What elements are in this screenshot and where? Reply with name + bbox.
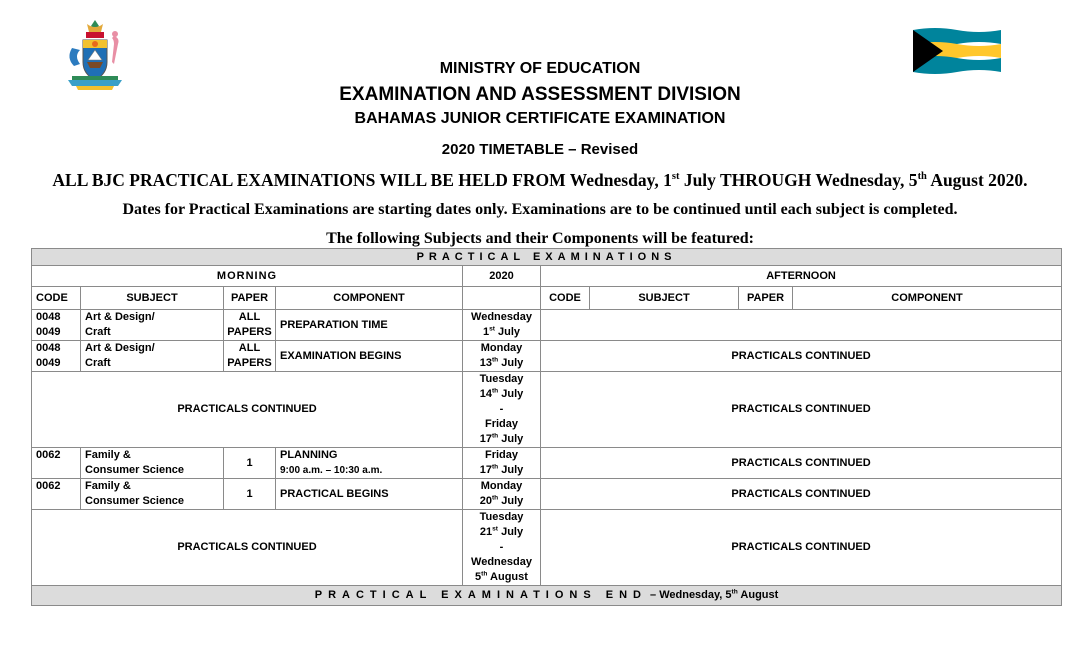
column-subject-afternoon: SUBJECT <box>590 287 739 310</box>
date-cell: Monday 13th July <box>463 341 541 372</box>
column-date <box>463 287 541 310</box>
component-cell: PREPARATION TIME <box>276 310 463 341</box>
ministry-heading: MINISTRY OF EDUCATION <box>439 60 641 77</box>
component-cell: PLANNING 9:00 a.m. – 10:30 a.m. <box>276 448 463 479</box>
column-component-afternoon: COMPONENT <box>793 287 1062 310</box>
subject-cell: Family & Consumer Science <box>81 479 224 510</box>
column-subject: SUBJECT <box>81 287 224 310</box>
code-cell: 0048 0049 <box>32 310 81 341</box>
column-component: COMPONENT <box>276 287 463 310</box>
division-heading: EXAMINATION AND ASSESSMENT DIVISION <box>339 84 741 105</box>
code-cell: 0048 0049 <box>32 341 81 372</box>
date-cell: Monday 20th July <box>463 479 541 510</box>
table-footer: PRACTICAL EXAMINATIONS END – Wednesday, 5th August <box>32 586 1062 606</box>
table-row <box>32 479 1062 510</box>
paper-cell: ALL PAPERS <box>224 310 276 341</box>
practical-exam-table <box>31 248 1062 606</box>
year-heading: 2020 <box>463 266 541 287</box>
afternoon-cell: PRACTICALS CONTINUED <box>541 479 1062 510</box>
date-cell: Wednesday 1st July <box>463 310 541 341</box>
paper-cell: ALL PAPERS <box>224 341 276 372</box>
column-paper-afternoon: PAPER <box>739 287 793 310</box>
timetable-heading: 2020 TIMETABLE – Revised <box>441 141 639 158</box>
table-row <box>32 341 1062 372</box>
subject-cell: Family & Consumer Science <box>81 448 224 479</box>
date-cell: Tuesday 14th July - Friday 17th July <box>463 372 541 448</box>
exam-period-notice: ALL BJC PRACTICAL EXAMINATIONS WILL BE HELD FROM Wednesday, 1st July THROUGH Wednesday, 5th August 2020. <box>52 170 1028 190</box>
code-cell: 0062 <box>32 479 81 510</box>
component-cell: EXAMINATION BEGINS <box>276 341 463 372</box>
dates-note: Dates for Practical Examinations are starting dates only. Examinations are to be continued until each subject is completed. <box>122 201 958 218</box>
table-row <box>32 510 1062 586</box>
component-cell: PRACTICAL BEGINS <box>276 479 463 510</box>
date-cell: Tuesday 21st July - Wednesday 5th August <box>463 510 541 586</box>
coat-of-arms-icon <box>62 18 128 92</box>
afternoon-cell <box>541 310 1062 341</box>
date-cell: Friday 17th July <box>463 448 541 479</box>
afternoon-cell: PRACTICALS CONTINUED <box>541 341 1062 372</box>
afternoon-cell: PRACTICALS CONTINUED <box>541 448 1062 479</box>
column-code-afternoon: CODE <box>541 287 590 310</box>
table-row <box>32 372 1062 448</box>
column-code: CODE <box>32 287 81 310</box>
morning-cell: PRACTICALS CONTINUED <box>32 372 463 448</box>
exam-heading: BAHAMAS JUNIOR CERTIFICATE EXAMINATION <box>354 110 726 127</box>
featured-note: The following Subjects and their Components will be featured: <box>326 230 754 247</box>
table-row <box>32 310 1062 341</box>
morning-cell: PRACTICALS CONTINUED <box>32 510 463 586</box>
afternoon-heading: AFTERNOON <box>541 266 1062 287</box>
afternoon-cell: PRACTICALS CONTINUED <box>541 510 1062 586</box>
column-paper: PAPER <box>224 287 276 310</box>
paper-cell: 1 <box>224 448 276 479</box>
code-cell: 0062 <box>32 448 81 479</box>
afternoon-cell: PRACTICALS CONTINUED <box>541 372 1062 448</box>
table-row <box>32 448 1062 479</box>
subject-cell: Art & Design/ Craft <box>81 310 224 341</box>
subject-cell: Art & Design/ Craft <box>81 341 224 372</box>
paper-cell: 1 <box>224 479 276 510</box>
table-banner: PRACTICAL EXAMINATIONS <box>32 249 1062 266</box>
morning-heading: MORNING <box>32 266 463 287</box>
